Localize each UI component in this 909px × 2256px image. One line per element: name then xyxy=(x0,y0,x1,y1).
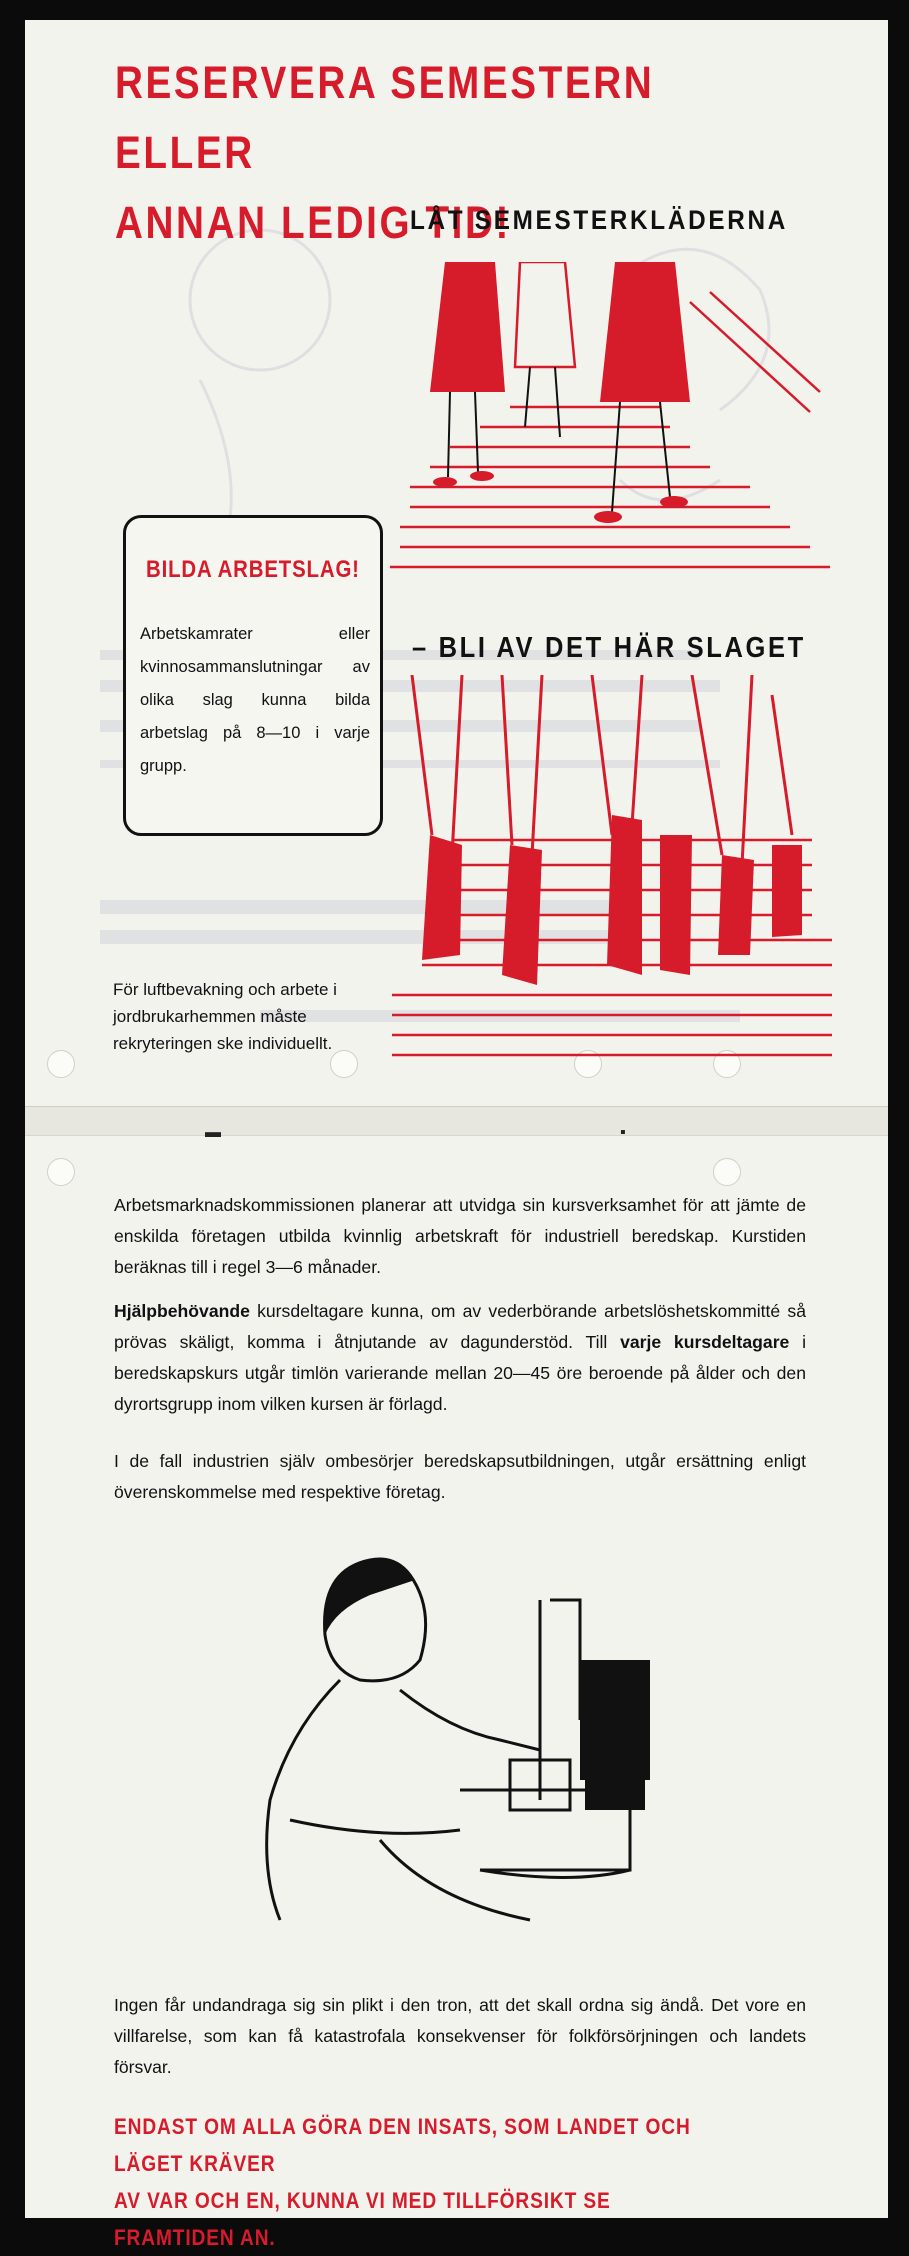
fold-mark: ▪ xyxy=(620,1124,626,1141)
women-on-stairs-illustration xyxy=(390,262,830,592)
paragraph-allowances xyxy=(114,1296,806,1420)
woman-at-machine-illustration xyxy=(250,1540,680,1950)
uniformed-legs-illustration xyxy=(392,675,832,1065)
headline-line-1: RESERVERA SEMESTERN ELLER xyxy=(115,57,655,178)
paragraph-duty: Ingen får undandraga sig sin plikt i den tron, att det skall ordna sig ändå. Det vore en villfarelse, som kan få katastrofala konsekvenser för folkförsörjningen och landets försvar. xyxy=(114,1995,806,2077)
box-text: Arbetskamrater eller kvinnosammanslutningar av olika slag kunna bilda arbetslag på 8—10 i varje grupp. xyxy=(140,625,370,775)
text-bold-needy: Hjälpbehövande xyxy=(114,1301,250,1321)
punch-hole xyxy=(47,1050,75,1078)
individual-recruitment-note: För luftbevakning och arbete i jordbrukarhemmen måste rekryteringen ske individuellt. xyxy=(113,980,337,1053)
paragraph-text: i beredskapskurs utgår timlön varierande mellan 20—45 öre beroende på ålder och den dyrortsgrupp inom vilken kursen är förlagd. xyxy=(114,1332,807,1414)
subheading-this-kind: – BLI AV DET HÄR SLAGET xyxy=(412,632,806,664)
box-title: BILDA ARBETSLAG! xyxy=(146,556,360,583)
closing-line-2: AV VAR OCH EN, KUNNA VI MED TILLFÖRSIKT SE FRAMTIDEN AN. xyxy=(114,2188,611,2250)
punch-hole xyxy=(713,1158,741,1186)
paragraph-text: kursdeltagare kunna, om av vederbörande arbetslöshetskommitté så prövas skäligt, komma i åtnjutande av dagunderstöd. Till xyxy=(114,1301,806,1352)
subheading-vacation-clothes: LÅT SEMESTERKLÄDERNA xyxy=(410,205,789,235)
paragraph-courses: Arbetsmarknadskommissionen planerar att utvidga sin kursverksamhet för att jämte de enskilda företagen utbilda kvinnlig arbetskraft för industriell beredskap. Kurstiden beräknas till i regel 3—6 månader. xyxy=(114,1195,806,1277)
fold-mark: ▬ xyxy=(205,1124,221,1141)
punch-hole xyxy=(47,1158,75,1186)
text-bold-participant: varje kursdeltagare xyxy=(620,1332,790,1352)
paragraph-industry: I de fall industrien själv ombesörjer beredskapsutbildningen, utgår ersättning enligt överenskommelse med respektive företag. xyxy=(114,1451,806,1502)
closing-line-1: ENDAST OM ALLA GÖRA DEN INSATS, SOM LANDET OCH LÄGET KRÄVER xyxy=(114,2114,691,2176)
closing-statement xyxy=(114,2108,723,2256)
headline-line-2: ANNAN LEDIG TID! xyxy=(115,197,512,248)
work-team-box xyxy=(123,515,383,836)
page-fold xyxy=(25,1106,888,1136)
